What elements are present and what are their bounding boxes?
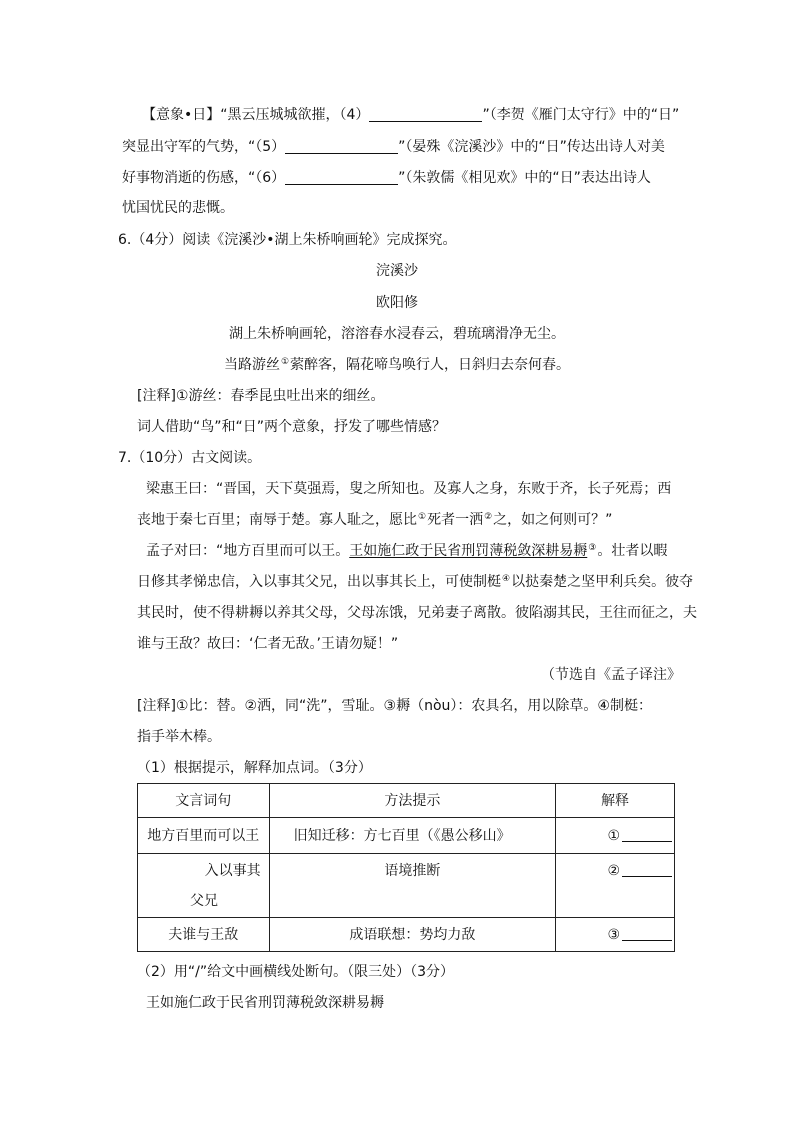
answer-blank-3[interactable]: [622, 928, 672, 941]
underlined-sentence: 王如施仁政于民省刑罚薄税敛深耕易耨: [349, 543, 588, 559]
table-cell-answer: ③: [556, 918, 675, 952]
q7-note-line-2: 指手举木棒。: [137, 729, 221, 745]
answer-blank-6[interactable]: [285, 170, 398, 185]
answer-blank-2[interactable]: [622, 864, 672, 877]
q7-source: （节选自《孟子译注》: [541, 667, 681, 683]
intro-line-4: 忧国忧民的悲慨。: [122, 200, 234, 216]
table-cell-phrase: 地方百里而可以王: [138, 818, 270, 854]
q7-sub-question-2-text: 王如施仁政于民省刑罚薄税敛深耕易耨: [146, 995, 384, 1011]
q6-note: [注释]①游丝：春季昆虫吐出来的细丝。: [137, 388, 385, 404]
intro-line-3: 好事物消逝的伤感，“（6） ”（朱敦儒《相见欢》中的“日”表达出诗人: [122, 170, 651, 186]
answer-blank-4[interactable]: [369, 107, 482, 122]
table-row: [138, 854, 675, 918]
table-cell-hint: 旧知迁移：方七百里（《愚公移山》: [269, 818, 556, 854]
table-cell-answer: ②: [556, 854, 675, 918]
table-cell-phrase: 入以事其 父兄: [138, 854, 270, 918]
poem-line-2: 当路游丝①萦醉客，隔花啼鸟唤行人，日斜归去奈何春。: [223, 357, 571, 373]
answer-blank-5[interactable]: [285, 139, 398, 154]
table-cell-answer: ①: [556, 818, 675, 854]
table-header: 方法提示: [269, 784, 556, 818]
table-cell-phrase: 夫谁与王敌: [138, 918, 270, 952]
footnote-marker: ②: [484, 512, 493, 522]
table-row: [138, 918, 675, 952]
vocab-table: [137, 783, 675, 952]
q7-header: 7.（10分）古文阅读。: [118, 450, 262, 466]
answer-blank-1[interactable]: [622, 829, 672, 842]
poem-title: 浣溪沙: [376, 263, 418, 279]
q7-sub-question-2: （2）用“/”给文中画横线处断句。（限三处）（3分）: [137, 964, 455, 980]
footnote-marker: ①: [418, 512, 427, 522]
poem-author: 欧阳修: [376, 295, 418, 311]
q7-passage-2-line-2: 日修其孝悌忠信，入以事其父兄，出以事其长上，可使制梃④以挞秦楚之坚甲利兵矣。彼夺: [137, 574, 694, 590]
table-cell-hint: 成语联想：势均力敌: [269, 918, 556, 952]
q6-question: 词人借助“鸟”和“日”两个意象，抒发了哪些情感？: [137, 419, 447, 435]
table-header: 解释: [556, 784, 675, 818]
q7-sub-question-1: （1）根据提示，解释加点词。（3分）: [137, 760, 372, 776]
footnote-marker: ①: [280, 357, 290, 367]
poem-line-1: 湖上朱桥响画轮，溶溶春水浸春云，碧琉璃滑净无尘。: [229, 326, 565, 342]
table-row: [138, 818, 675, 854]
footnote-marker: ③: [588, 543, 597, 553]
q7-passage-2-line-4: 谁与王敌？故曰：‘仁者无敌。’王请勿疑！”: [137, 636, 399, 652]
intro-tag: 【意象•日】: [142, 107, 221, 123]
footnote-marker: ④: [502, 574, 511, 584]
table-header: 文言词句: [138, 784, 270, 818]
q6-header: 6.（4分）阅读《浣溪沙•湖上朱桥响画轮》完成探究。: [118, 232, 457, 248]
q7-passage-2-line-3: 其民时，使不得耕耨以养其父母，父母冻饿，兄弟妻子离散。彼陷溺其民，王往而征之，夫: [137, 605, 697, 621]
q7-passage-1-line-1: 梁惠王曰：“晋国，天下莫强焉，叟之所知也。及寡人之身，东败于齐，长子死焉；西: [146, 481, 672, 497]
table-header-row: [138, 784, 675, 818]
q7-passage-2-line-1: 孟子对曰：“地方百里而可以王。王如施仁政于民省刑罚薄税敛深耕易耨③。壮者以暇: [146, 543, 668, 559]
intro-line-2: 突显出守军的气势，“（5） ”（晏殊《浣溪沙》中的“日”传达出诗人对美: [122, 139, 665, 155]
q7-note-line-1: [注释]①比：替。②洒，同“洗”，雪耻。③耨（nòu）：农具名，用以除草。④制梃：: [137, 698, 652, 714]
q7-passage-1-line-2: 丧地于秦七百里；南辱于楚。寡人耻之，愿比①死者一洒②之，如之何则可？”: [137, 512, 613, 528]
intro-line-1: 【意象•日】“黑云压城城欲摧，（4） ”（李贺《雁门太守行》中的“日”: [142, 107, 680, 123]
table-cell-hint: 语境推断: [269, 854, 556, 918]
